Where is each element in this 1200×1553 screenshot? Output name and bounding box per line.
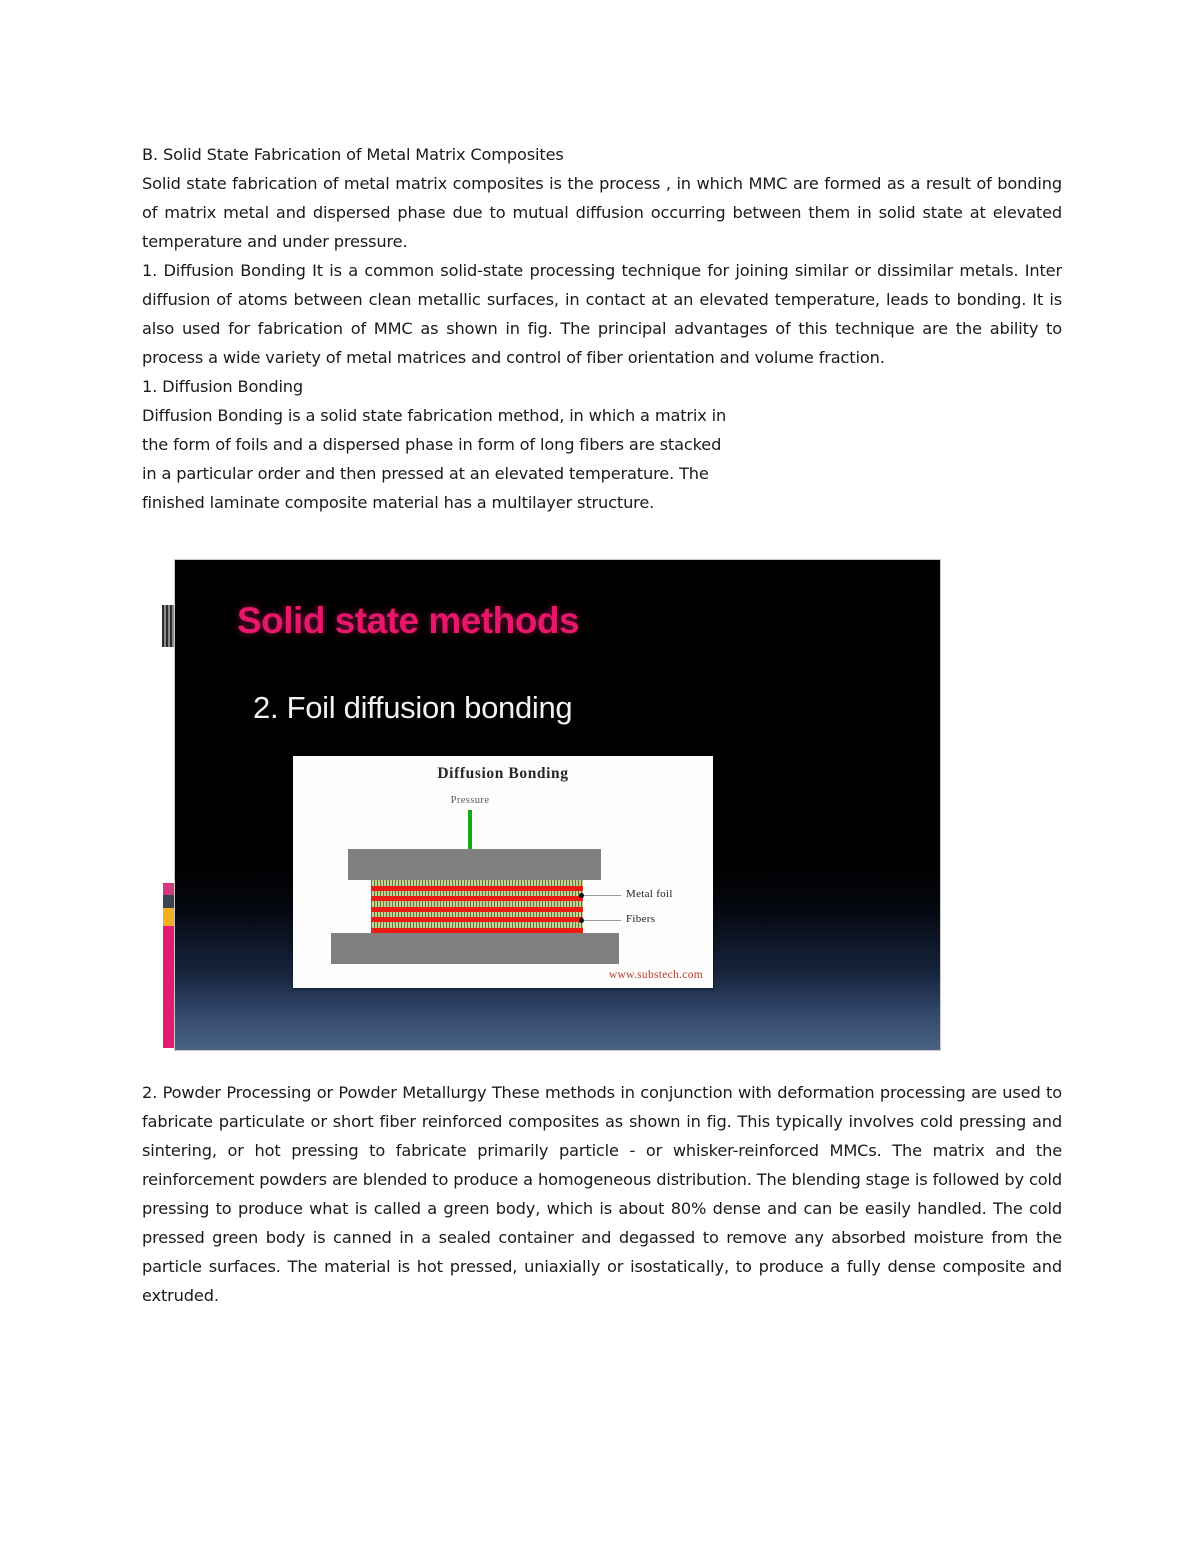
laminate-stack: [371, 880, 583, 933]
paragraph-diffusion-bonding: 1. Diffusion Bonding It is a common solid-state processing technique for joining similar or dissimilar metals. Inter diffusion of atoms between clean metallic surfaces, in contact at an elevated temperature, leads to bonding. It is also used for fabrication of MMC as shown in fig. The principal advantages of this technique are the ability to process a wide variety of metal matrices and control of fiber orientation and volume fraction.: [142, 261, 1062, 367]
figure-pressure-label: Pressure: [450, 795, 490, 806]
bottom-platen: [331, 933, 619, 964]
slide-canvas: [175, 560, 940, 1050]
metal-foil-label: Metal foil: [626, 888, 673, 900]
document-body: [142, 140, 1062, 517]
embedded-slide-image: [160, 558, 942, 1052]
diffusion-bonding-figure: [293, 756, 713, 988]
figure-watermark: www.substech.com: [608, 969, 703, 981]
figure-title: Diffusion Bonding: [437, 765, 569, 782]
page-title: B. Solid State Fabrication of Metal Matrix Composites: [142, 145, 564, 164]
paragraph-intro: Solid state fabrication of metal matrix composites is the process , in which MMC are formed as a result of bonding of matrix metal and dispersed phase due to mutual diffusion occurring between them in solid state at elevated temperature and under pressure.: [142, 174, 1062, 251]
fibers-label: Fibers: [626, 913, 656, 925]
slide-title: Solid state methods: [237, 600, 580, 641]
subheading-diffusion-bonding: 1. Diffusion Bonding: [142, 377, 304, 396]
paragraph-powder-processing: 2. Powder Processing or Powder Metallurgy These methods in conjunction with deformation processing are used to fabricate particulate or short fiber reinforced composites as shown in fig. This typically involves cold pressing and sintering, or hot pressing to fabricate primarily particle - or whisker-reinforced MMCs. The matrix and the reinforcement powders are blended to produce a homogeneous distribution. The blending stage is followed by cold pressing to produce what is called a green body, which is about 80% dense and can be easily handled. The cold pressed green body is canned in a sealed container and degassed to remove any absorbed moisture from the particle surfaces. The material is hot pressed, uniaxially or isostatically, to produce a fully dense composite and extruded.: [142, 1083, 1062, 1305]
paragraph-diffusion-bonding-detail: Diffusion Bonding is a solid state fabrication method, in which a matrix in the form of foils and a dispersed phase in form of long fibers are stacked in a particular order and then pressed at an elevated temperature. The finished laminate composite material has a multilayer structure.: [142, 406, 727, 512]
slide-subtitle: 2. Foil diffusion bonding: [253, 690, 573, 725]
slide-ribbon-color-strip: [163, 883, 175, 1048]
top-platen: [348, 849, 601, 880]
document-body-lower: [142, 1078, 1062, 1310]
metal-foil-leader-line: [583, 895, 621, 896]
fibers-leader-line: [583, 920, 621, 921]
